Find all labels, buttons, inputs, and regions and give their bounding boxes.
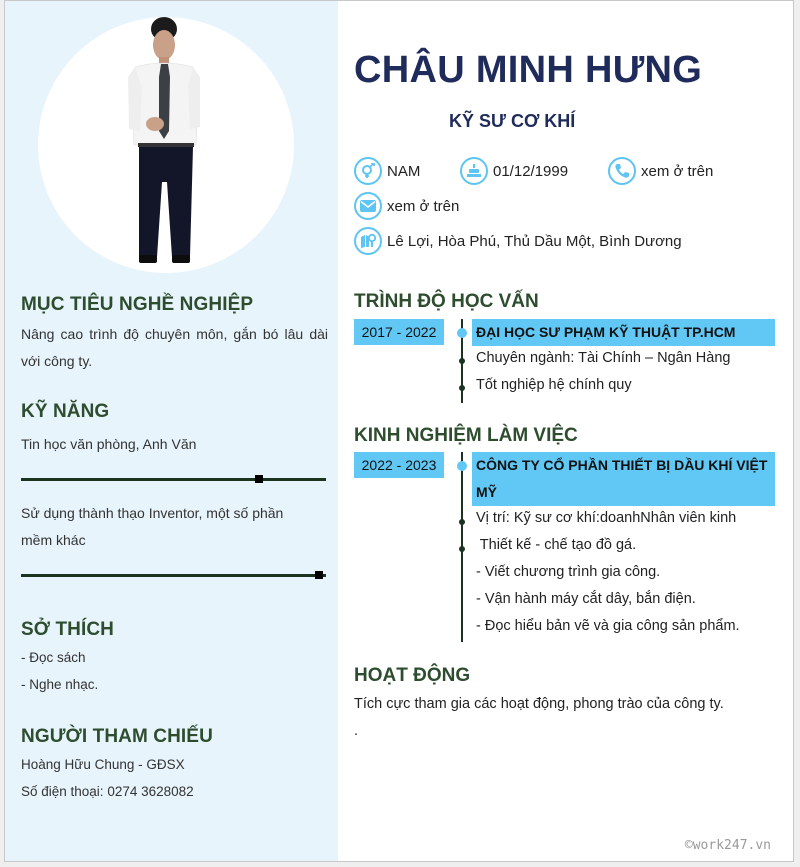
references-section (21, 726, 328, 805)
contact-phone (608, 157, 713, 185)
map-pin-icon (354, 227, 382, 255)
contact-row (354, 227, 682, 255)
experience-title: KINH NGHIỆM LÀM VIỆC (354, 425, 578, 446)
email-value: xem ở trên (387, 197, 460, 215)
company-line: CÔNG TY CỔ PHẦN THIẾT BỊ DẦU KHÍ VIỆT (476, 457, 768, 473)
experience-company (472, 452, 775, 506)
experience-detail: - Đọc hiểu bản vẽ và gia công sản phẩm. (476, 618, 740, 634)
contact-row (354, 157, 713, 185)
skill-label: Tin học văn phòng, Anh Văn (21, 436, 197, 452)
experience-detail: - Viết chương trình gia công. (476, 564, 661, 580)
objective-title: MỤC TIÊU NGHỀ NGHIỆP (21, 294, 254, 315)
education-entry (354, 319, 775, 403)
birthday-value: 01/12/1999 (493, 162, 569, 180)
timeline-dot (457, 328, 467, 338)
activities-text: . (354, 723, 359, 739)
gender-value: NAM (387, 162, 421, 180)
contact-row (354, 192, 459, 220)
contact-address (354, 227, 682, 255)
hobby-item: - Đọc sách (21, 650, 86, 665)
email-icon (354, 192, 382, 220)
birthday-cake-icon (460, 157, 488, 185)
avatar (38, 17, 294, 273)
reference-name: Hoàng Hữu Chung - GĐSX (21, 757, 185, 772)
cv-page (4, 0, 794, 862)
sidebar (5, 1, 338, 861)
skill-label: Sử dụng thành thạo Inventor, một số phần mềm khác (21, 505, 284, 548)
skill-bar-knob (255, 475, 263, 483)
objective-section (21, 294, 328, 375)
portrait-photo (38, 17, 294, 273)
experience-entry (354, 452, 775, 642)
references-title: NGƯỜI THAM CHIẾU (21, 726, 213, 747)
activities-text: Tích cực tham gia các hoạt động, phong trào của công ty. (354, 696, 724, 712)
experience-detail: - Vận hành máy cắt dây, bắn điện. (476, 591, 696, 607)
activities-title: HOẠT ĐỘNG (354, 665, 471, 686)
skill-level-bar (21, 574, 326, 577)
hobby-item: - Nghe nhạc. (21, 677, 99, 692)
skill-bar-track (21, 574, 326, 577)
timeline-bullet (459, 358, 465, 364)
candidate-name: CHÂU MINH HƯNG (354, 49, 703, 91)
timeline-bullet (459, 519, 465, 525)
contact-email (354, 192, 459, 220)
hobbies-title: SỞ THÍCH (21, 619, 115, 640)
contact-gender (354, 157, 460, 185)
watermark: ©work247.vn (684, 838, 771, 853)
timeline-dot (457, 461, 467, 471)
objective-text: Nâng cao trình độ chuyên môn, gắn bó lâu dài với công ty. (21, 326, 328, 369)
timeline-bullet (459, 546, 465, 552)
skill-item (21, 500, 308, 554)
company-line: MỸ (476, 484, 497, 500)
experience-date: 2022 - 2023 (354, 452, 444, 478)
gender-icon (354, 157, 382, 185)
hobbies-section (21, 619, 328, 698)
skill-bar-track (21, 478, 326, 481)
education-detail: Chuyên ngành: Tài Chính – Ngân Hàng (476, 350, 731, 366)
skills-title: KỸ NĂNG (21, 401, 110, 422)
contact-birthday (460, 157, 608, 185)
experience-detail: Vị trí: Kỹ sư cơ khí:doanhNhân viên kinh (476, 510, 737, 526)
job-title: KỸ SƯ CƠ KHÍ (449, 111, 576, 131)
experience-detail: Thiết kế - chế tạo đồ gá. (476, 537, 637, 553)
timeline-bullet (459, 385, 465, 391)
education-date: 2017 - 2022 (354, 319, 444, 345)
education-title: TRÌNH ĐỘ HỌC VẤN (354, 291, 539, 312)
skill-item (21, 431, 328, 458)
education-detail: Tốt nghiệp hệ chính quy (476, 377, 632, 393)
phone-icon (608, 157, 636, 185)
address-value: Lê Lợi, Hòa Phú, Thủ Dầu Một, Bình Dương (387, 232, 682, 250)
education-school: ĐẠI HỌC SƯ PHẠM KỸ THUẬT TP.HCM (472, 319, 775, 346)
skill-level-bar (21, 478, 326, 481)
phone-value: xem ở trên (641, 162, 714, 180)
main-content (338, 1, 793, 861)
skill-bar-knob (315, 571, 323, 579)
skills-section (21, 401, 328, 423)
reference-phone: Số điện thoại: 0274 3628082 (21, 784, 194, 799)
